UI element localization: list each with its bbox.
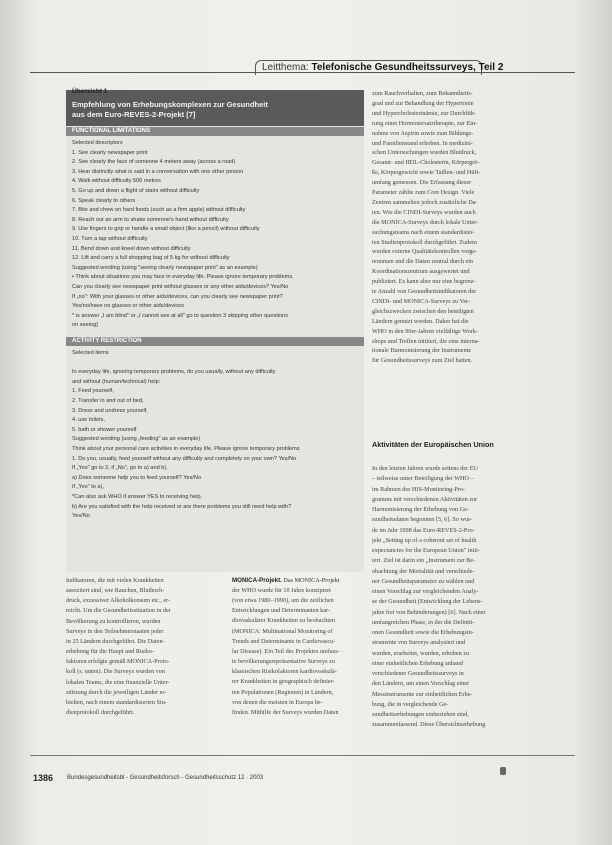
box-text-line: 1. Feed yourself, bbox=[72, 388, 114, 395]
box-text-line: • Think about situations you may face in everyday life. Please ignore temporary problems. bbox=[72, 274, 294, 281]
body-text-line: obachtung der Mortalität und verschiede- bbox=[372, 567, 475, 575]
body-text-line: erhebung für die Haupt und Risiko- bbox=[66, 648, 155, 656]
body-text-line: nahme von Aspirin sowie zum Bildungs- bbox=[372, 129, 474, 137]
body-text-line: für Gesundheitssurveys zum Ziel hatten. bbox=[372, 357, 473, 365]
box-text-line: 8. Reach out an arm to shake someone's hand without difficulty bbox=[72, 216, 229, 223]
body-text-line: rung einer Hormonersatztherapie, zur Ein- bbox=[372, 119, 477, 127]
body-text-line: Parameter zählte zum Core Design. Viele bbox=[372, 189, 475, 196]
box-text-line: * is answer „I am blind" or „I cannot see at all" go to question 3 skipping other questions bbox=[72, 312, 289, 319]
body-text-line: wurden, erarbeitet, wurden, erhoben zu bbox=[372, 649, 470, 657]
box-text-line: 12. Lift and carry a full shopping bag of 5 kg for without difficulty bbox=[72, 255, 230, 262]
header-prefix: Leitthema: bbox=[262, 62, 312, 73]
body-text-line: koll (s. unten). Die Surveys wurden von bbox=[66, 668, 165, 676]
body-text-line: jekt „Setting up of a coherent set of health bbox=[372, 536, 477, 544]
page-number: 1386 bbox=[33, 773, 54, 783]
box-text-line: 10. Turn a tap without difficulty bbox=[72, 236, 148, 242]
body-text-line: Bevölkerung zu kontrollieren, wurden bbox=[66, 617, 161, 625]
box-text-line: Can you clearly see newspaper print without glasses or any other aids/devices? Yes/No bbox=[72, 284, 289, 290]
body-text-line: finden. Mithilfe der Surveys wurden Daten bbox=[232, 708, 339, 716]
body-text-line: ten Populationen (Regionen) in Ländern, bbox=[232, 688, 334, 696]
body-text-line: te bevölkerungsrepräsentative Surveys zu bbox=[232, 658, 335, 666]
body-text-line: der WHO wurde für 10 Jahre konzipiert bbox=[232, 587, 331, 594]
body-text-line: umfang gemessen. Die Erfassung dieser bbox=[372, 179, 472, 187]
body-text-line: assoziiert sind, wie Rauchen, Bluthoch- bbox=[66, 587, 165, 595]
box-text-line: 9. Use fingers to grip or handle a small object (like a pencil) without difficulty bbox=[72, 226, 260, 233]
body-text-line: Trends and Determinants in Cardiovascu- bbox=[232, 637, 336, 645]
box-text-line: 11. Bend down and kneel down without difficulty bbox=[72, 245, 191, 252]
body-text-line: einer einheitlichen Erhebung anhand bbox=[372, 659, 463, 667]
body-text-line: Messinstrumente zur einheitlichen Erhe- bbox=[372, 690, 473, 698]
box-text-line: In everyday life, ignoring temporary problems, do you usually, without any difficulty bbox=[72, 369, 276, 376]
body-text-line: klassischen Risikofaktoren kardiovaskulä- bbox=[232, 668, 337, 676]
body-text-line: te Anzahl von Gesundheitsindikatoren der bbox=[372, 288, 477, 295]
footer-rule bbox=[30, 755, 575, 756]
body-text-line: WHO in den 90er-Jahren vielfältige Work- bbox=[372, 327, 478, 335]
box-text-line: 3. Hear distinctly what is said in a conversation with one other person bbox=[72, 168, 244, 175]
body-text-line: nommen und die Daten zentral durch ein bbox=[372, 258, 474, 266]
overview-label: Übersicht 1 bbox=[72, 88, 108, 95]
box-text-line: 7. Bite and chew on hard foods (such as a firm apple) without difficulty bbox=[72, 207, 246, 214]
box-text-line: If „Yes" go to 2, if „No", go to a) and b). bbox=[72, 465, 168, 472]
body-text-line: faktoren erfolgte gemäß MONICA-Proto- bbox=[66, 658, 170, 666]
body-text-line: – teilweise unter Beteiligung der WHO – bbox=[372, 475, 474, 483]
box-text-line: 4. use toilets, bbox=[72, 417, 105, 424]
box-text-line: Yes/No bbox=[72, 513, 90, 520]
box-text-line: 4. Walk without difficulty 500 metres bbox=[72, 178, 161, 185]
body-text-line: und Hypercholesterinämie, zur Durchfüh- bbox=[372, 109, 476, 117]
body-text-line: Surveys in den Teilnehmerstaaten jeder bbox=[66, 627, 164, 635]
box-text-line: 2. See clearly the face of someone 4 meters away (across a road) bbox=[72, 159, 236, 166]
body-text-line: Ländern genutzt werden. Daher hat die bbox=[372, 317, 469, 325]
body-text-line: grad und zur Behandlung der Hypertonie bbox=[372, 99, 474, 107]
body-text-line: druck, exzessiver Alkoholkonsum etc., er- bbox=[66, 597, 171, 605]
body-text-line: publiziert. Es kann aber nur eine begrenz- bbox=[372, 278, 476, 286]
body-text-line: lar Disease). Ein Teil des Projektes umfass- bbox=[232, 647, 340, 655]
box-text-line: 2. Transfer in and out of bed, bbox=[72, 398, 144, 404]
box-text-line: and without (human/technical) help: bbox=[72, 378, 161, 385]
body-text-line: zum Rauchverhalten, zum Bekanntheits- bbox=[372, 90, 473, 97]
body-text-line: den Ländern, um einen Vorschlag einer bbox=[372, 680, 470, 688]
body-text-line: (von etwa 1980–1990), um die zeitlichen bbox=[232, 597, 334, 605]
header-rule bbox=[30, 72, 575, 73]
body-text-line: de im Jahr 1998 das Euro-REVES-2-Pro- bbox=[372, 526, 475, 534]
monica-paragraph-start bbox=[232, 577, 340, 586]
monica-heading: MONICA-Projekt. bbox=[232, 577, 282, 584]
scan-mark bbox=[500, 767, 506, 775]
box-text-line: Think about your personal care activities in everyday life. Please ignore temporary problems bbox=[72, 446, 300, 452]
box-text-line: 5. Go up and down a flight of stairs without difficulty bbox=[72, 188, 200, 194]
box-text-line: 6. Speak clearly to others bbox=[72, 197, 136, 204]
body-text-line: CINDI- und MONICA-Surveys zu Ver- bbox=[372, 297, 471, 305]
overview-title bbox=[72, 100, 357, 120]
box-text-line: 5. bath or shower yourself bbox=[72, 426, 137, 433]
body-text-line: Indikatoren, die mit vielen Krankheiten bbox=[66, 577, 164, 584]
body-text-line: Zentren sammelten jedoch zusätzliche Da- bbox=[372, 198, 478, 206]
body-text-line: jahre frei von Behinderungen) [6]. Nach einer bbox=[372, 608, 486, 616]
header-title: Telefonische Gesundheitssurveys, Teil 2 bbox=[311, 62, 504, 73]
overview-title-line: Empfehlung von Erhebungskomplexen zur Gesundheit bbox=[72, 100, 268, 109]
box-text-line: a) Does someone help you to feed yourself? Yes/No bbox=[72, 474, 202, 481]
body-text-line: rer Krankheiten in geographisch definier- bbox=[232, 678, 335, 686]
body-text-line: umfangreichen Phase, in der die Definiti- bbox=[372, 618, 475, 626]
box-text-line: If „no": With your glasses or other aids/devices, can you clearly see newspaper print? bbox=[72, 293, 283, 300]
body-text-line: gramms mit verschiedenen Aktivitäten zur bbox=[372, 495, 478, 503]
box-text-line: b) Are you satisfied with the help received or are there problems you still need help with? bbox=[72, 503, 292, 510]
journal-footer: Bundesgesundheitsbl - Gesundheitsforsch - Gesundheitsschutz 12 · 2003 bbox=[67, 775, 264, 781]
section-heading-eu: Aktivitäten der Europäischen Union bbox=[372, 440, 494, 449]
box-text-line: *Can also ask WHO if answer YES to receiving help. bbox=[72, 494, 203, 500]
body-text-line: lokalen Teams, die eine finanzielle Unter- bbox=[66, 678, 170, 686]
monica-first-line: Das MONICA-Projekt bbox=[281, 577, 340, 584]
body-text-line: suchungsteams nach einem standardisier- bbox=[372, 228, 475, 236]
box-text-line: Selected items bbox=[72, 350, 109, 356]
overview-title-line: aus dem Euro-REVES-2-Projekt [7] bbox=[72, 110, 196, 119]
section-functional-limitations: FUNCTIONAL LIMITATIONS bbox=[72, 128, 150, 134]
box-text-line: 3. Dress and undress yourself, bbox=[72, 407, 148, 414]
body-text-line: Koordinationszentrum ausgewertet und bbox=[372, 268, 470, 276]
section-activity-restriction: ACTIVITY RESTRICTION bbox=[72, 338, 142, 344]
body-text-line: onen Gesundheit sowie die Erhebungsin- bbox=[372, 629, 474, 636]
box-text-line: 1. Do you, usually, feed yourself without any difficulty and completely on your own? Yes/No bbox=[72, 455, 297, 462]
body-text-line: stützung durch die jeweiligen Länder er- bbox=[66, 688, 167, 696]
body-text-line: hielten, nach einem standardisierten Stu- bbox=[66, 698, 167, 706]
body-text-line: Entwicklungen und Determinanten kar- bbox=[232, 607, 330, 615]
box-text-line: Suggested wording (using "seeing clearly newspaper print" as an example) bbox=[72, 264, 258, 271]
body-text-line: zusammenfassend. Diese Übersichtserhebung bbox=[372, 721, 486, 729]
body-text-line: im Rahmen des HIS-Monitoring-Pro- bbox=[372, 485, 465, 493]
box-text-line: 1. See clearly newspaper print bbox=[72, 149, 148, 156]
body-text-line: wurden externe Qualitätskontrollen vorge- bbox=[372, 248, 478, 256]
body-text-line: diovaskulärer Krankheiten zu beobachten bbox=[232, 617, 335, 625]
body-text-line: shops und Treffen initiiert, die eine interna- bbox=[372, 337, 480, 345]
box-text-line: Yes/no/have no glasses or other aids/devices bbox=[72, 303, 185, 310]
body-text-line: dienprotokoll durchgeführt. bbox=[66, 708, 135, 716]
body-text-line: se der Gesundheit (Entwicklung der Lebens- bbox=[372, 598, 483, 606]
body-text-line: in 25 Ländern durchgeführt. Die Daten- bbox=[66, 637, 165, 645]
body-text-line: In den letzten Jahren wurde seitens der EU bbox=[372, 465, 479, 472]
body-text-line: Gesamt- und HDL-Cholesterin, Körpergrö- bbox=[372, 159, 480, 167]
box-text-line: Suggested wording (using „feeding" as an example) bbox=[72, 436, 201, 443]
body-text-line: Harmonisierung der Erhebung von Ge- bbox=[372, 506, 469, 513]
body-text-line: von denen die meisten in Europa be- bbox=[232, 698, 323, 706]
body-text-line: verschiedener Gesundheitssurveys in bbox=[372, 670, 464, 677]
body-text-line: ner Gesundheitsparameter zu wählen und bbox=[372, 577, 475, 585]
body-text-line: sundheitserhebungen einbeziehen sind, bbox=[372, 711, 469, 718]
body-text-line: bung, die in vergleichende Ge- bbox=[372, 700, 449, 708]
body-text-line: expectancies for the European Union" initi- bbox=[372, 547, 480, 554]
body-text-line: sundheitsdaten begonnen [5, 6]. So wur- bbox=[372, 516, 473, 524]
body-text-line: die MONICA-Surveys durch lokale Unter- bbox=[372, 218, 479, 226]
box-text-line: If „Yes" to a), bbox=[72, 484, 104, 491]
body-text-line: iert. Ziel ist darin ein „Instrument zur Be- bbox=[372, 557, 476, 565]
body-text-line: reicht. Um die Gesundheitssituation in der bbox=[66, 607, 171, 615]
box-text-line: on seeing] bbox=[72, 322, 98, 329]
body-text-line: ten. Wie die CINDI-Surveys wurden auch bbox=[372, 208, 476, 216]
body-text-line: strumente von Surveys analysiert und bbox=[372, 639, 466, 647]
body-text-line: ten Studienprotokoll durchgeführt. Zudem bbox=[372, 238, 477, 246]
body-text-line: und Familienstand erhoben. In medizini- bbox=[372, 139, 473, 147]
body-text-line: gleichszwecken zwischen den beteiligten bbox=[372, 307, 474, 315]
body-text-line: ße, Körpergewicht sowie Taillen- und Hüft- bbox=[372, 169, 481, 177]
body-text-line: schen Untersuchungen wurden Blutdruck, bbox=[372, 149, 477, 157]
box-text-line: Selected descriptors bbox=[72, 140, 123, 146]
body-text-line: tionale Harmonisierung der Instrumente bbox=[372, 347, 472, 355]
body-text-line: (MONICA: Multinational Monitoring of bbox=[232, 627, 333, 635]
body-text-line: einen Vorschlag zur vergleichenden Analy- bbox=[372, 588, 479, 595]
